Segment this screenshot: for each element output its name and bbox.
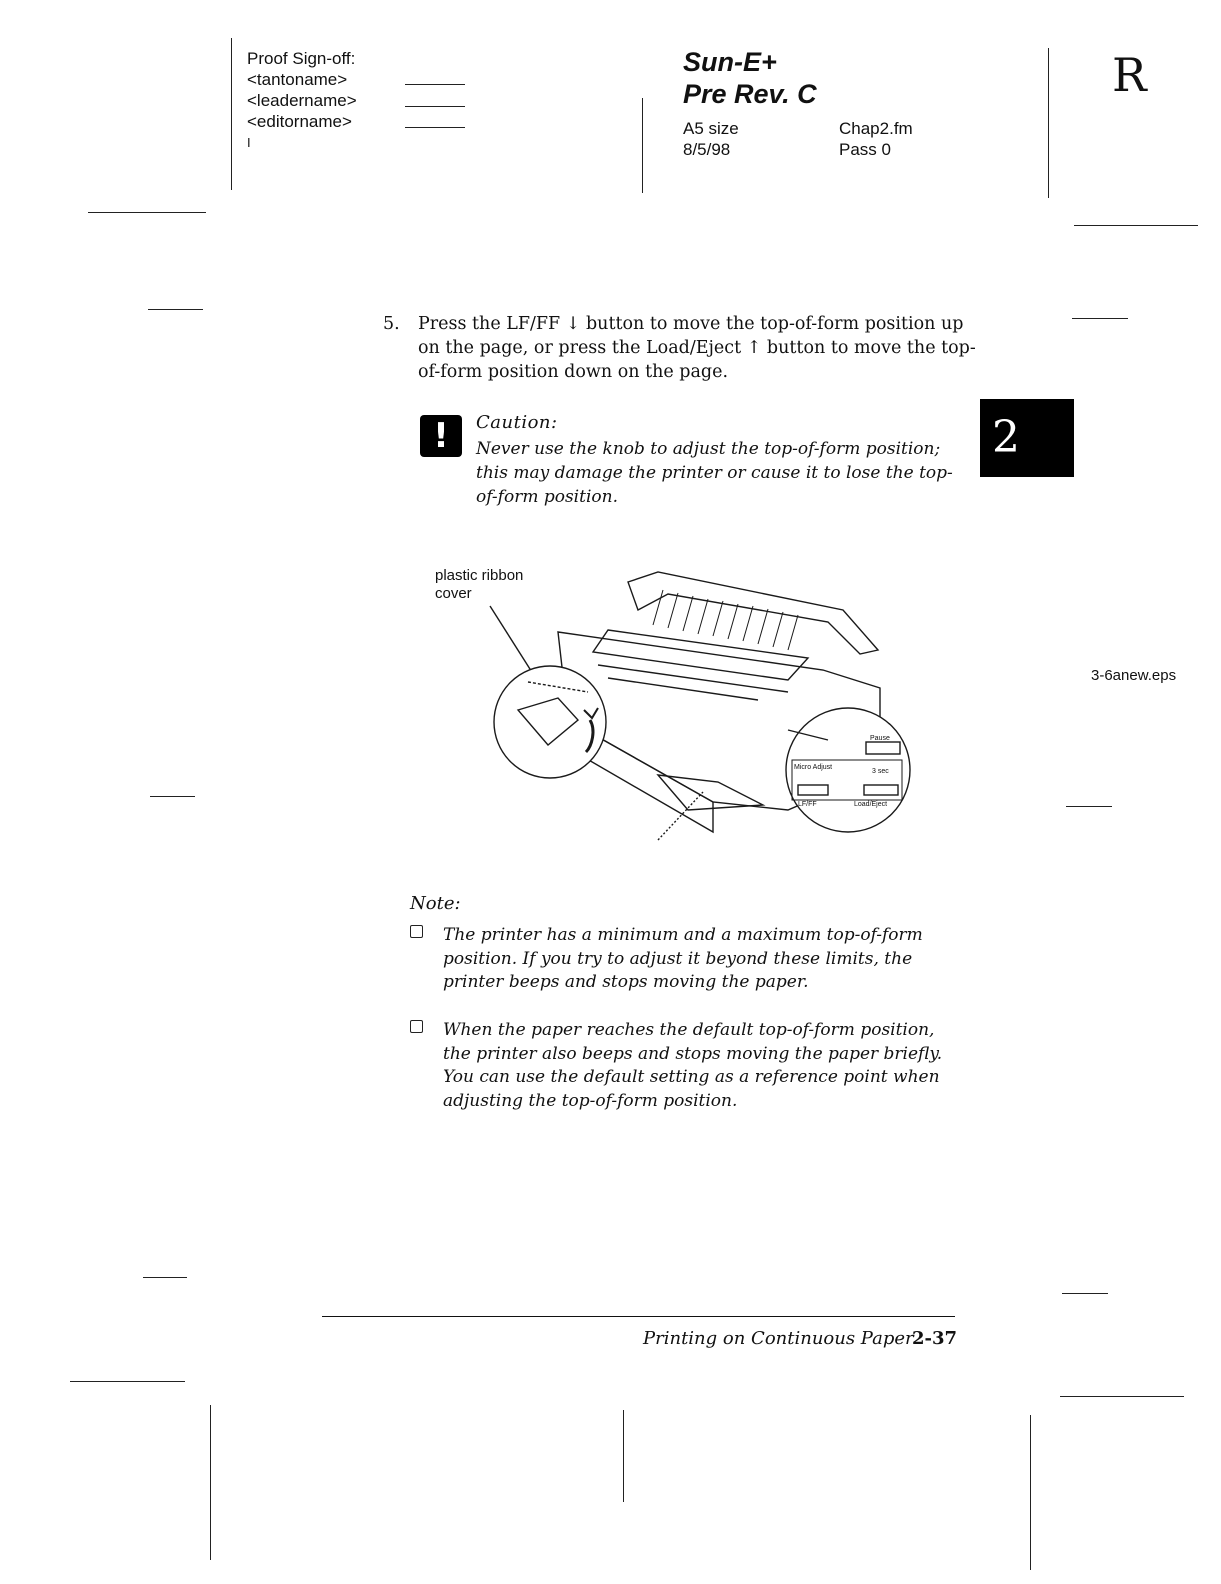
- crop-mark: [70, 1381, 185, 1382]
- tanto-signature-line: [405, 84, 465, 85]
- note-item: When the paper reaches the default top-of-form position, the printer also beeps and stops moving the paper briefly. You can use the default setting as a reference point when adjusting the top-of-form position.: [443, 1020, 943, 1111]
- product-name: Sun-E+: [683, 47, 777, 77]
- pause-label: Pause: [870, 735, 890, 742]
- page-number: 2-37: [912, 1328, 958, 1349]
- footer-rule: [322, 1316, 955, 1317]
- knob-detail-circle: [494, 666, 606, 778]
- crop-mark: [1074, 225, 1198, 226]
- note-bullet-icon: [410, 925, 423, 938]
- caution-text: Never use the knob to adjust the top-of-form position; this may damage the printer or cause it to lose the top-of-form position.: [476, 439, 953, 507]
- corner-letter: R: [1112, 48, 1147, 102]
- chapter-tab: 2: [980, 399, 1074, 477]
- pass-number: Pass 0: [839, 140, 891, 159]
- crop-mark: [143, 1277, 187, 1278]
- note-bullet-icon: [410, 1020, 423, 1033]
- step-instruction: Press the LF/FF ↓ button to move the top-of-form position up on the page, or press the Load/Eject ↑ button to move the top-of-form position down on the page.: [418, 314, 976, 382]
- crop-mark: [1060, 1396, 1184, 1397]
- crop-mark: [1066, 806, 1112, 807]
- leader-name: <leadername>: [247, 91, 357, 110]
- leader-signature-line: [405, 106, 465, 107]
- footer-section-title: Printing on Continuous Paper: [643, 1328, 914, 1349]
- editor-name: <editorname>: [247, 112, 352, 131]
- note-heading: Note:: [410, 893, 461, 914]
- figure-filename: 3-6anew.eps: [1091, 667, 1177, 684]
- proof-signoff: [247, 48, 357, 153]
- load-eject-label: Load/Eject: [854, 801, 888, 808]
- source-file: Chap2.fm: [839, 119, 913, 138]
- crop-mark: [150, 796, 195, 797]
- crop-mark: [1072, 318, 1128, 319]
- product-title: [683, 46, 817, 110]
- header-guide-middle: [642, 98, 643, 193]
- step-number: 5.: [383, 314, 400, 334]
- caution-icon: !: [420, 415, 462, 457]
- tanto-name: <tantoname>: [247, 70, 348, 89]
- header-guide-left: [231, 38, 232, 190]
- micro-adjust-label: Micro Adjust: [794, 764, 833, 771]
- lf-ff-label: LF/FF: [798, 801, 817, 808]
- revision-label: Pre Rev. C: [683, 79, 817, 109]
- note-item: The printer has a minimum and a maximum top-of-form position. If you try to adjust it beyond these limits, the printer beeps and stops moving the paper.: [443, 925, 923, 992]
- three-sec-label: 3 sec: [872, 768, 889, 775]
- editor-signature-line: [405, 127, 465, 128]
- crop-mark: [148, 309, 203, 310]
- crop-mark: [210, 1405, 211, 1560]
- printer-illustration: [488, 570, 918, 860]
- crop-mark: [88, 212, 206, 213]
- paper-separator: [628, 572, 878, 654]
- caution-heading: Caution:: [476, 412, 558, 433]
- crop-mark: [1030, 1415, 1031, 1570]
- crop-mark: [1062, 1293, 1108, 1294]
- figure-callout-label: plastic ribbon cover: [435, 567, 524, 602]
- proof-mark: I: [247, 135, 251, 150]
- proof-title: Proof Sign-off:: [247, 49, 356, 68]
- header-guide-right: [1048, 48, 1049, 198]
- paper-size: A5 size: [683, 119, 739, 138]
- draft-date: 8/5/98: [683, 140, 731, 159]
- crop-mark: [623, 1410, 624, 1502]
